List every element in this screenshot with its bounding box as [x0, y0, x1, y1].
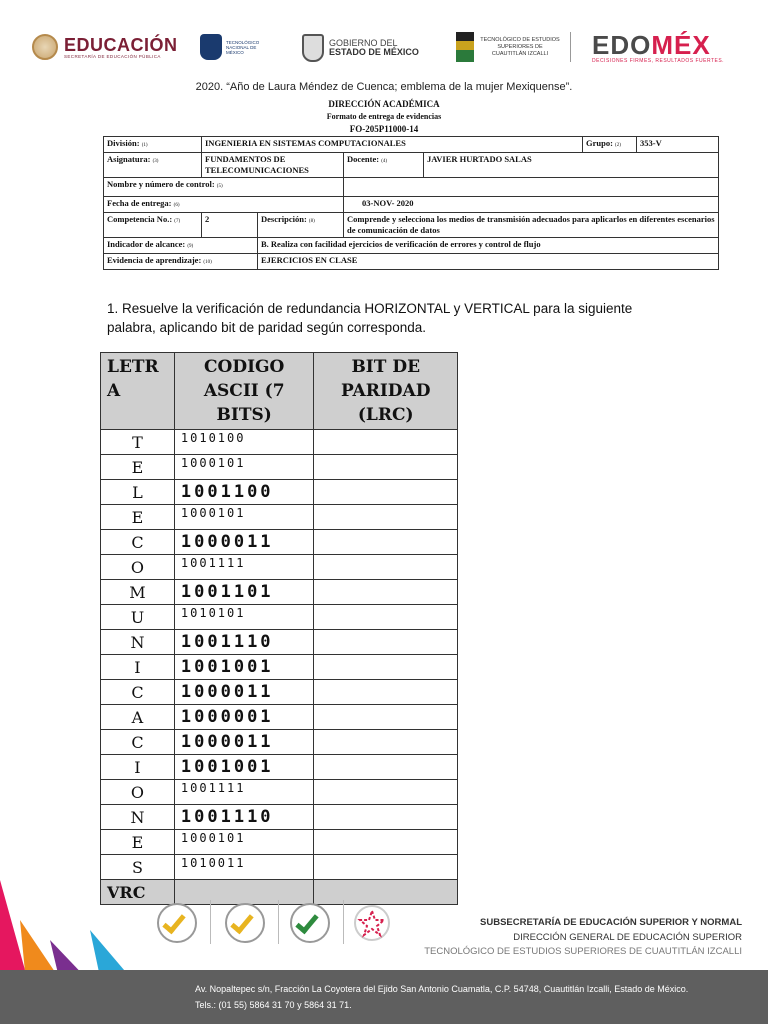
- nombre-label: Nombre y número de control:: [107, 179, 215, 189]
- fecha-label-cell: [104, 197, 344, 213]
- doc-direccion: DIRECCIÓN ACADÉMICA: [328, 99, 440, 109]
- ascii-code-cell: 1000011: [174, 730, 314, 755]
- letter-cell: O: [101, 780, 175, 805]
- parity-bit-cell[interactable]: [314, 605, 458, 630]
- table-row: [101, 755, 458, 780]
- logo-educacion-sub: SECRETARÍA DE EDUCACIÓN PÚBLICA: [64, 53, 161, 59]
- indicador-label: Indicador de alcance:: [107, 239, 186, 249]
- ascii-code-cell: 1000101: [174, 505, 314, 530]
- ascii-code-cell: 1001001: [174, 755, 314, 780]
- table-row: [101, 805, 458, 830]
- logo-edomex: [592, 32, 724, 64]
- table-row: [101, 580, 458, 605]
- letter-cell: U: [101, 605, 175, 630]
- division-value: INGENIERIA EN SISTEMAS COMPUTACIONALES: [202, 137, 583, 153]
- ascii-code-cell: 1001100: [174, 480, 314, 505]
- letter-cell: I: [101, 655, 175, 680]
- table-row: [101, 680, 458, 705]
- footer-tecnologico: TECNOLÓGICO DE ESTUDIOS SUPERIORES DE CUAUTITLÁN IZCALLI: [424, 946, 742, 957]
- letter-cell: N: [101, 805, 175, 830]
- parity-bit-cell[interactable]: [314, 780, 458, 805]
- badge-divider: [278, 900, 279, 944]
- letter-cell: C: [101, 730, 175, 755]
- parity-table: [100, 352, 458, 905]
- letter-cell: M: [101, 580, 175, 605]
- info-table: [103, 136, 719, 270]
- letter-cell: S: [101, 855, 175, 880]
- ascii-code-cell: 1001111: [174, 780, 314, 805]
- certification-badge-2-icon: [225, 903, 265, 943]
- letter-cell: E: [101, 455, 175, 480]
- parity-bit-cell[interactable]: [314, 830, 458, 855]
- badge-divider: [210, 900, 211, 944]
- fecha-num: (6): [173, 203, 180, 208]
- asignatura-label: Asignatura:: [107, 154, 151, 164]
- certification-badge-1-icon: [157, 903, 197, 943]
- vrc-parity-cell[interactable]: [314, 880, 458, 905]
- docente-label-cell: [344, 153, 424, 178]
- parity-bit-cell[interactable]: [314, 855, 458, 880]
- competencia-value: 2: [202, 213, 258, 238]
- ascii-code-cell: 1000001: [174, 705, 314, 730]
- letter-cell: I: [101, 755, 175, 780]
- logo-edomex-part2: MÉX: [651, 30, 711, 60]
- docente-label: Docente:: [347, 154, 380, 164]
- table-row: [101, 455, 458, 480]
- grupo-label-cell: [583, 137, 637, 153]
- logo-divider: [570, 32, 571, 62]
- coat-of-arms-icon: [302, 34, 324, 62]
- ascii-code-cell: 1000011: [174, 680, 314, 705]
- table-row: [101, 830, 458, 855]
- table-row: [101, 705, 458, 730]
- logo-gobierno-line2: ESTADO DE MÉXICO: [329, 47, 419, 57]
- logo-educacion: [32, 34, 178, 60]
- ascii-code-cell: 1000101: [174, 830, 314, 855]
- parity-bit-cell[interactable]: [314, 505, 458, 530]
- division-label-cell: [104, 137, 202, 153]
- indicador-value: B. Realiza con facilidad ejercicios de verificación de errores y control de flujo: [258, 238, 719, 254]
- letter-cell: T: [101, 430, 175, 455]
- grupo-label: Grupo:: [586, 138, 613, 148]
- footer-direccion-general: DIRECCIÓN GENERAL DE EDUCACIÓN SUPERIOR: [513, 932, 742, 943]
- logo-educacion-text: EDUCACIÓN: [64, 34, 178, 55]
- parity-bit-cell[interactable]: [314, 730, 458, 755]
- logo-gobierno-line1: GOBIERNO DEL: [329, 38, 398, 48]
- descripcion-label: Descripción:: [261, 214, 307, 224]
- table-row: [101, 655, 458, 680]
- ascii-code-cell: 1001101: [174, 580, 314, 605]
- letter-cell: E: [101, 505, 175, 530]
- ascii-code-cell: 1010101: [174, 605, 314, 630]
- evidencia-value: EJERCICIOS EN CLASE: [258, 254, 719, 270]
- ascii-code-cell: 1001001: [174, 655, 314, 680]
- logo-tescu-text: TECNOLÓGICO DE ESTUDIOS SUPERIORES DE CUAUTITLÁN IZCALLI: [480, 36, 560, 57]
- motto: 2020. “Año de Laura Méndez de Cuenca; emblema de la mujer Mexiquense”.: [195, 81, 573, 93]
- competencia-num: (7): [174, 219, 181, 224]
- parity-bit-cell[interactable]: [314, 480, 458, 505]
- parity-bit-cell[interactable]: [314, 630, 458, 655]
- fecha-label: Fecha de entrega:: [107, 198, 172, 208]
- table-row: [101, 780, 458, 805]
- asignatura-label-cell: [104, 153, 202, 178]
- table-row: [101, 480, 458, 505]
- footer-phones: Tels.: (01 55) 5864 31 70 y 5864 31 71.: [195, 1000, 352, 1010]
- ascii-code-cell: 1001110: [174, 805, 314, 830]
- footer-subsecretaria: SUBSECRETARÍA DE EDUCACIÓN SUPERIOR Y NORMAL: [480, 917, 742, 928]
- evidencia-label: Evidencia de aprendizaje:: [107, 255, 202, 265]
- ascii-code-cell: 1001110: [174, 630, 314, 655]
- letter-cell: O: [101, 555, 175, 580]
- letter-cell: A: [101, 705, 175, 730]
- descripcion-label-cell: [258, 213, 344, 238]
- competencia-label-cell: [104, 213, 202, 238]
- certification-badge-3-icon: [290, 903, 330, 943]
- logo-gobierno: [302, 34, 419, 62]
- logo-edomex-part1: EDO: [592, 30, 652, 60]
- letter-cell: C: [101, 530, 175, 555]
- logo-tescu: [456, 32, 571, 62]
- parity-bit-cell[interactable]: [314, 705, 458, 730]
- table-row: [101, 430, 458, 455]
- asignatura-num: (3): [152, 159, 159, 164]
- ascii-code-cell: 1010011: [174, 855, 314, 880]
- descripcion-value: Comprende y selecciona los medios de transmisión adecuados para aplicarlos en diferentes escenarios de comunicación de datos: [344, 213, 719, 238]
- parity-bit-cell[interactable]: [314, 655, 458, 680]
- ascii-code-cell: 1010100: [174, 430, 314, 455]
- division-num: (1): [141, 143, 148, 148]
- table-row: [101, 630, 458, 655]
- nombre-num: (5): [216, 184, 223, 189]
- mexican-seal-icon: [32, 34, 58, 60]
- evidencia-num: (10): [203, 260, 212, 265]
- indicador-num: (9): [187, 244, 194, 249]
- docente-value: JAVIER HURTADO SALAS: [424, 153, 719, 178]
- parity-bit-cell[interactable]: [314, 755, 458, 780]
- ascii-code-cell: 1000101: [174, 455, 314, 480]
- table-row: [101, 605, 458, 630]
- tescu-figure-icon: [456, 32, 474, 62]
- table-body: [101, 430, 458, 905]
- parity-bit-cell[interactable]: [314, 455, 458, 480]
- parity-bit-cell[interactable]: [314, 580, 458, 605]
- division-label: División:: [107, 138, 140, 148]
- doc-codigo: FO-205P11000-14: [349, 124, 419, 134]
- logo-edomex-slogan: DECISIONES FIRMES, RESULTADOS FUERTES.: [592, 58, 725, 64]
- grupo-value: 353-V: [637, 137, 719, 153]
- letter-cell: L: [101, 480, 175, 505]
- tecnm-gear-icon: [200, 34, 222, 60]
- docente-num: (4): [381, 159, 388, 164]
- letter-cell: N: [101, 630, 175, 655]
- parity-bit-cell[interactable]: [314, 430, 458, 455]
- doc-formato: Formato de entrega de evidencias: [326, 112, 442, 121]
- indicador-label-cell: [104, 238, 258, 254]
- table-row: [101, 730, 458, 755]
- star-logo-icon: [354, 905, 390, 941]
- header-codigo: CODIGO ASCII (7 BITS): [174, 353, 314, 430]
- asignatura-value: FUNDAMENTOS DE TELECOMUNICACIONES: [202, 153, 344, 178]
- table-row: [101, 505, 458, 530]
- letter-cell: C: [101, 680, 175, 705]
- footer-contact: [195, 981, 688, 1013]
- table-row: [101, 555, 458, 580]
- nombre-value[interactable]: [344, 178, 719, 197]
- ascii-code-cell: 1000011: [174, 530, 314, 555]
- ascii-code-cell: 1001111: [174, 555, 314, 580]
- competencia-label: Competencia No.:: [107, 214, 173, 224]
- header-bit-paridad: BIT DE PARIDAD (LRC): [314, 353, 458, 430]
- nombre-label-cell: [104, 178, 344, 197]
- logo-tecnm: [200, 34, 266, 60]
- evidencia-label-cell: [104, 254, 258, 270]
- parity-bit-cell[interactable]: [314, 555, 458, 580]
- parity-bit-cell[interactable]: [314, 805, 458, 830]
- logo-tecnm-text: TECNOLÓGICO NACIONAL DE MÉXICO: [226, 39, 260, 55]
- footer-address: Av. Nopaltepec s/n, Fracción La Coyotera del Ejido San Antonio Cuamatla, C.P. 54748, Cuautitlán Izcalli, Estado de México.: [195, 984, 689, 994]
- vrc-label: VRC: [101, 880, 175, 905]
- grupo-num: (2): [615, 143, 621, 148]
- parity-bit-cell[interactable]: [314, 530, 458, 555]
- header-letra: LETR A: [101, 353, 175, 430]
- question-text: 1. Resuelve la verificación de redundancia HORIZONTAL y VERTICAL para la siguiente palabra, aplicando bit de paridad según corresponda.: [107, 301, 633, 335]
- descripcion-num: (8): [308, 219, 315, 224]
- letter-cell: E: [101, 830, 175, 855]
- fecha-value: 03-NOV- 2020: [344, 197, 719, 213]
- badge-divider: [343, 900, 344, 944]
- table-row: [101, 530, 458, 555]
- parity-bit-cell[interactable]: [314, 680, 458, 705]
